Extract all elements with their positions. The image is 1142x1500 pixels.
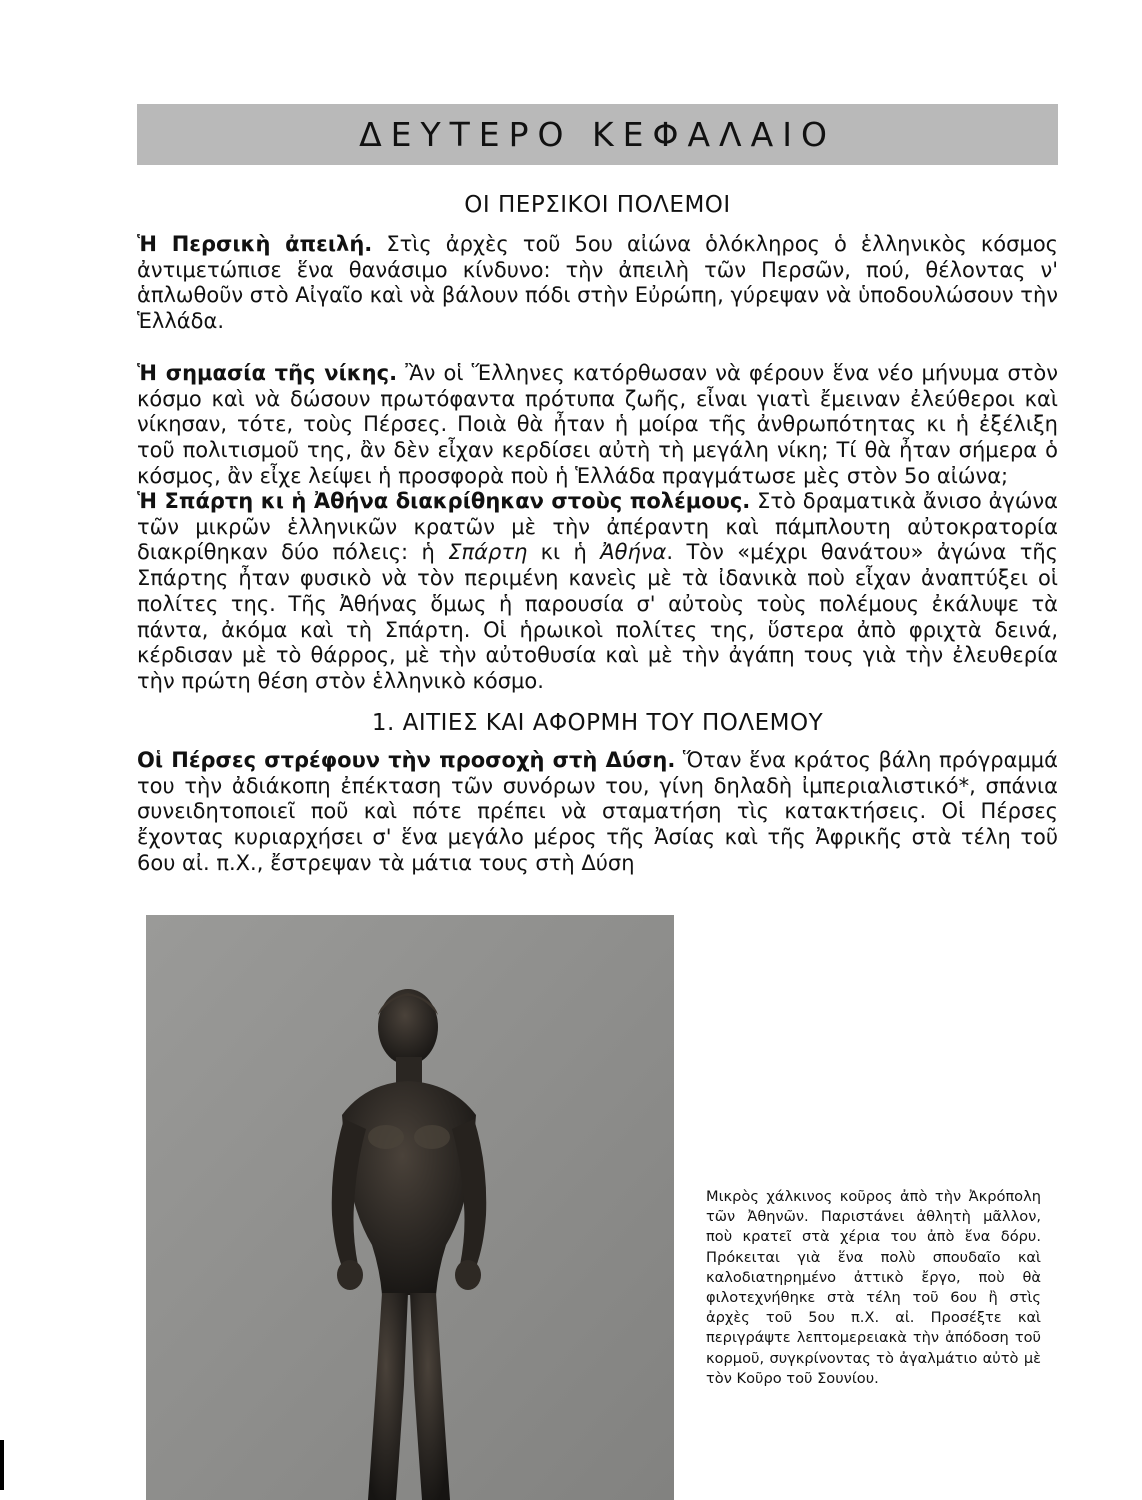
- paragraph-text: κι ἡ: [527, 540, 601, 565]
- paragraph-text: Ἂν οἱ Ἕλληνες κατόρθωσαν νὰ φέρουν ἕνα νέο μήνυμα στὸν κόσμο καὶ νὰ δώσουν πρωτόφαντα πρότυπα ζωῆς, εἶναι γιατὶ ἔμειναν ἐλεύθεροι καὶ νίκησαν, τότε, τοὺς Πέρσες. Ποιὰ θὰ ἦταν ἡ μοίρα τῆς ἀνθρωπότητας κι ἡ ἐξέλιξη τοῦ πολιτισμοῦ της, ἂν δὲν εἶχαν κερδίσει αὐτὴ τὴ μεγάλη νίκη; Τί θὰ ἦταν σήμερα ὁ κόσμος, ἂν εἶχε λείψει ἡ προσφορὰ ποὺ ἡ Ἑλλάδα πραγμάτωσε μὲς στὸν 5ο αἰώνα;: [137, 361, 1058, 488]
- paragraph-text: Ὅταν ἕνα κράτος βάλη πρόγραμμά του τὴν ἀδιάκοπη ἐπέκταση τῶν συνόρων του, γίνη δηλαδὴ ἰμπεριαλιστικό*, σπάνια συνειδητοποιεῖ ποῦ καὶ πότε πρέπει νὰ σταματήση τὶς κατακτήσεις. Οἱ Πέρσες ἔχοντας κυριαρχήσει σ' ἕνα μεγάλο μέρος τῆς Ἀσίας καὶ τῆς Ἀφρικῆς στὰ τέλη τοῦ 6ου αἰ. π.Χ., ἔστρεψαν τὰ μάτια τους στὴ Δύση: [137, 748, 1059, 875]
- bronze-kouros-statue-image: [146, 915, 674, 1500]
- kouros-photograph: [146, 915, 674, 1500]
- paragraph-significance-of-victory: [137, 361, 1058, 490]
- section-title: ΟΙ ΠΕΡΣΙΚΟΙ ΠΟΛΕΜΟΙ: [464, 192, 731, 218]
- paragraph-persian-threat: [137, 232, 1058, 335]
- paragraph-text: Στὶς ἀρχὲς τοῦ 5ου αἰώνα ὁλόκληρος ὁ ἑλληνικὸς κόσμος ἀντιμετώπισε ἕνα θανάσιμο κίνδυνο: τὴν ἀπειλὴ τῶν Περσῶν, πού, θέλοντας ν' ἁπλωθοῦν στὸ Αἰγαῖο καὶ νὰ βάλουν πόδι στὴν Εὐρώπη, γύρεψαν νὰ ὑποδουλώσουν τὴν Ἑλλάδα.: [137, 232, 1058, 334]
- paragraph-sparta-athens: [137, 489, 1058, 695]
- subsection-title: 1. ΑΙΤΙΕΣ ΚΑΙ ΑΦΟΡΜΗ ΤΟΥ ΠΟΛΕΜΟΥ: [371, 710, 824, 736]
- paragraph-text: . Τὸν «μέχρι θανάτου» ἀγώνα τῆς Σπάρτης ἦταν φυσικὸ νὰ τὸν περιμένη κανεὶς μὲ τὰ ἰδανικὰ ποὺ εἶχαν ἀναπτύξει οἱ πολίτες της. Τῆς Ἀθήνας ὅμως ἡ παρουσία σ' αὐτοὺς τοὺς πολέμους ἐκάλυψε τὰ πάντα, ἀκόμα καὶ τὴ Σπάρτη. Οἱ ἡρωικοὶ πολίτες της, ὕστερα ἀπὸ φριχτὰ δεινά, κέρδισαν μὲ τὸ θάρρος, μὲ τὴν αὐτοθυσία καὶ μὲ τὴν ἀγάπη τους γιὰ τὴν ἐλευθερία τὴν πρώτη θέση στὸν ἑλληνικὸ κόσμο.: [137, 540, 1059, 693]
- chapter-heading-band: [137, 104, 1058, 165]
- paragraph-lead: Ἡ Περσικὴ ἀπειλή.: [137, 232, 373, 256]
- chapter-heading: ΔΕΥΤΕΡΟ ΚΕΦΑΛΑΙΟ: [359, 115, 836, 154]
- paragraph-lead: Ἡ Σπάρτη κι ἡ Ἀθήνα διακρίθηκαν στοὺς πολέμους.: [137, 489, 751, 513]
- paragraph-italic-athens: Ἀθήνα: [600, 540, 667, 565]
- paragraph-text: Στὸ δραματικὰ ἄνισο ἀγώνα τῶν μικρῶν ἑλληνικῶν κρατῶν μὲ τὴν ἀπέραντη καὶ πάμπλουτη αὐτοκρατορία διακρίθηκαν δύο πόλεις: ἡ: [137, 489, 1058, 565]
- figure-caption: Μικρὸς χάλκινος κοῦρος ἀπὸ τὴν Ἀκρόπολη τῶν Ἀθηνῶν. Παριστάνει ἀθλητὴ μᾶλλον, ποὺ κρατεῖ στὰ χέρια του ἀπὸ ἕνα δόρυ. Πρόκειται γιὰ ἕνα πολὺ σπουδαῖο καὶ καλοδιατηρημένο ἀττικὸ ἔργο, ποὺ θὰ φιλοτεχνήθηκε στὰ τέλη τοῦ 6ου ἢ στὶς ἀρχὲς τοῦ 5ου π.Χ. αἰ. Προσέξτε καὶ περιγράψτε λεπτομερειακὰ τὴν ἀπόδοση τοῦ κορμοῦ, συγκρίνοντας τὸ ἀγαλμάτιο αὐτὸ μὲ τὸν Κοῦρο τοῦ Σουνίου.: [706, 1188, 1041, 1387]
- paragraph-lead: Οἱ Πέρσες στρέφουν τὴν προσοχὴ στὴ Δύση.: [137, 748, 676, 772]
- scan-edge-mark: [0, 1440, 4, 1490]
- paragraph-italic-sparta: Σπάρτη: [448, 540, 528, 565]
- paragraph-persians-turn-west: [137, 748, 1058, 877]
- paragraph-lead: Ἡ σημασία τῆς νίκης.: [137, 361, 398, 385]
